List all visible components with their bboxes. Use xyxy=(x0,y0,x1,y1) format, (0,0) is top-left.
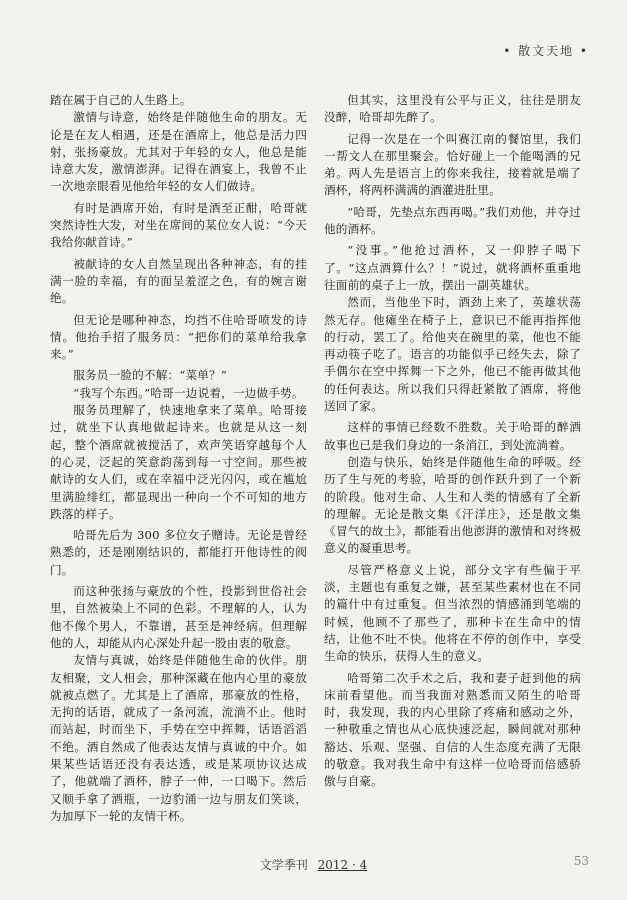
paragraph: “哈哥，先垫点东西再喝。”我们劝他，并夺过他的酒杯。 xyxy=(324,204,581,237)
paragraph: 这样的事情已经数不胜数。关于哈哥的醉酒故事也已是我们身边的一条消江，到处流淌着。 xyxy=(324,420,581,452)
paragraph: “没事。”他抢过酒杯，又一仰脖子喝下了。“这点酒算什么？！”说过，就将酒杯重重地往面前的桌子上一放，摆出一副英雄状。 xyxy=(324,243,581,292)
issue-number: 2012 · 4 xyxy=(317,858,368,872)
paragraph: 但其实，这里没有公平与正义，往往是朋友没醉，哈哥却先醉了。 xyxy=(324,93,581,125)
page-number: 53 xyxy=(573,854,589,868)
left-column xyxy=(50,92,307,844)
paragraph: 而这种张扬与豪放的个性，投影到世俗社会里，自然被染上不同的色彩。不理解的人，认为他不像个男人，不靠谱，甚至是神经病。但理解他的人，却能从内心深处升起一股由衷的敬意。 xyxy=(50,584,307,650)
paragraph: 但无论是哪种神态，均挡不住哈哥喷发的诗情。他抬手招了服务员：“把你们的菜单给我拿来。” xyxy=(50,312,307,362)
paragraph: 哈哥第二次手术之后，我和妻子赶到他的病床前看望他。而当我面对熟悉而又陌生的哈哥时，我发现，我的内心里除了疼痛和感动之外，一种敬重之情也从心底快速泛起，瞬间就对那种豁达、乐观、坚强、自信的人生态度充满了无限的敬意。我对我生命中有这样一位哈哥而倍感骄傲与自豪。 xyxy=(324,670,581,789)
paragraph: 服务员理解了，快速地拿来了菜单。哈哥接过，就坐下认真地做起诗来。也就是从这一刻起，整个酒席就被搅活了，欢声笑语穿越每个人的心灵，泛起的笑意韵荡到每一寸空间。那些被献诗的女人们，或在幸福中泛光闪闪，或在尴尬里满脸绯红，都显现出一种向一个不可知的地方跌落的样子。 xyxy=(50,403,307,521)
paragraph: 尽管严格意义上说，部分文字有些偏于平淡，主题也有重复之嫌，甚至某些素材也在不同的篇什中有过重复。但当浓烈的情感涌到笔端的时候，他顾不了那些了，那种卡在生命中的情结，让他不吐不快。他将在不停的创作中，享受生命的快乐，获得人生的意义。 xyxy=(324,562,581,664)
paragraph: 友情与真诚，始终是伴随他生命的伙伴。朋友相聚，文人相会，那种深藏在他内心里的豪放就被点燃了。尤其是上了酒席，那豪放的性格，无拘的话语，就成了一条河流，流淌不止。他时而站起，时而坐下，手势在空中挥舞，话语滔滔不绝。酒自然成了他表达友情与真诚的中介。如果某些话语还没有表达透，或是某项协议达成了，他就端了酒杯，脖子一伸，一口喝下。然后又顺手拿了酒瓶，一边豹涌一边与朋友们笑谈，为加厚下一轮的友情干杯。 xyxy=(50,653,307,823)
paragraph: 被献诗的女人自然呈现出各种神态，有的挂满一脸的幸福，有的面呈羞涩之色，有的婉言谢绝。 xyxy=(50,256,307,306)
paragraph: 有时是酒席开始，有时是酒至正酣，哈哥就突然诗性大发，对坐在席间的某位女人说：“今天我给你献首诗。” xyxy=(50,200,307,250)
journal-footer xyxy=(0,856,627,873)
paragraph: 服务员一脸的不解：“菜单？” xyxy=(73,368,227,383)
paragraph: 然而，当他坐下时，酒劲上来了，英雄状荡然无存。他瘫坐在椅子上，意识已不能再指挥他的行动，罢工了。给他夹在碗里的菜，他也不能再动筷子吃了。语言的功能似乎已经失去，除了手偶尔在空中挥舞一下之外，他已不能再做其他的任何表达。所以我们只得赶紧散了酒席，将他送回了家。 xyxy=(324,295,581,414)
article-body xyxy=(50,92,581,844)
right-column xyxy=(324,92,581,844)
journal-name: 文学季刊 xyxy=(259,858,308,872)
paragraph: 创造与快乐，始终是伴随他生命的呼吸。经历了生与死的考验，哈哥的创作跃升到了一个新的阶段。他对生命、人生和人类的情感有了全新的理解。无论是散文集《汗洋庄》，还是散文集《冒气的故土》，都能看出他澎湃的激情和对终极意义的凝重思考。 xyxy=(324,454,581,556)
paragraph: 激情与诗意，始终是伴随他生命的朋友。无论是在友人相遇，还是在酒席上，他总是活力四射，张扬豪放。尤其对于年轻的女人，他总是能诗意大发，激情澎湃。记得在酒宴上，我曾不止一次地亲眼看见他给年轻的女人们做诗。 xyxy=(50,110,307,194)
paragraph: 记得一次是在一个叫赛江南的餐馆里，我们一帮文人在那里聚会。恰好碰上一个能喝酒的兄弟。两人先是语言上的你来我往，接着就是端了酒杯，将两杯满满的酒灌进肚里。 xyxy=(324,131,581,198)
paragraph: 踏在属于自己的人生路上。 xyxy=(50,93,192,107)
section-tag: • 散文天地 • xyxy=(503,44,589,58)
paragraph: 哈哥先后为 300 多位女子赠诗。无论是曾经熟悉的，还是刚刚结识的，都能打开他诗性的阀门。 xyxy=(50,528,307,577)
paragraph: “我写个东西。”哈哥一边说着，一边做手势。 xyxy=(73,385,304,400)
